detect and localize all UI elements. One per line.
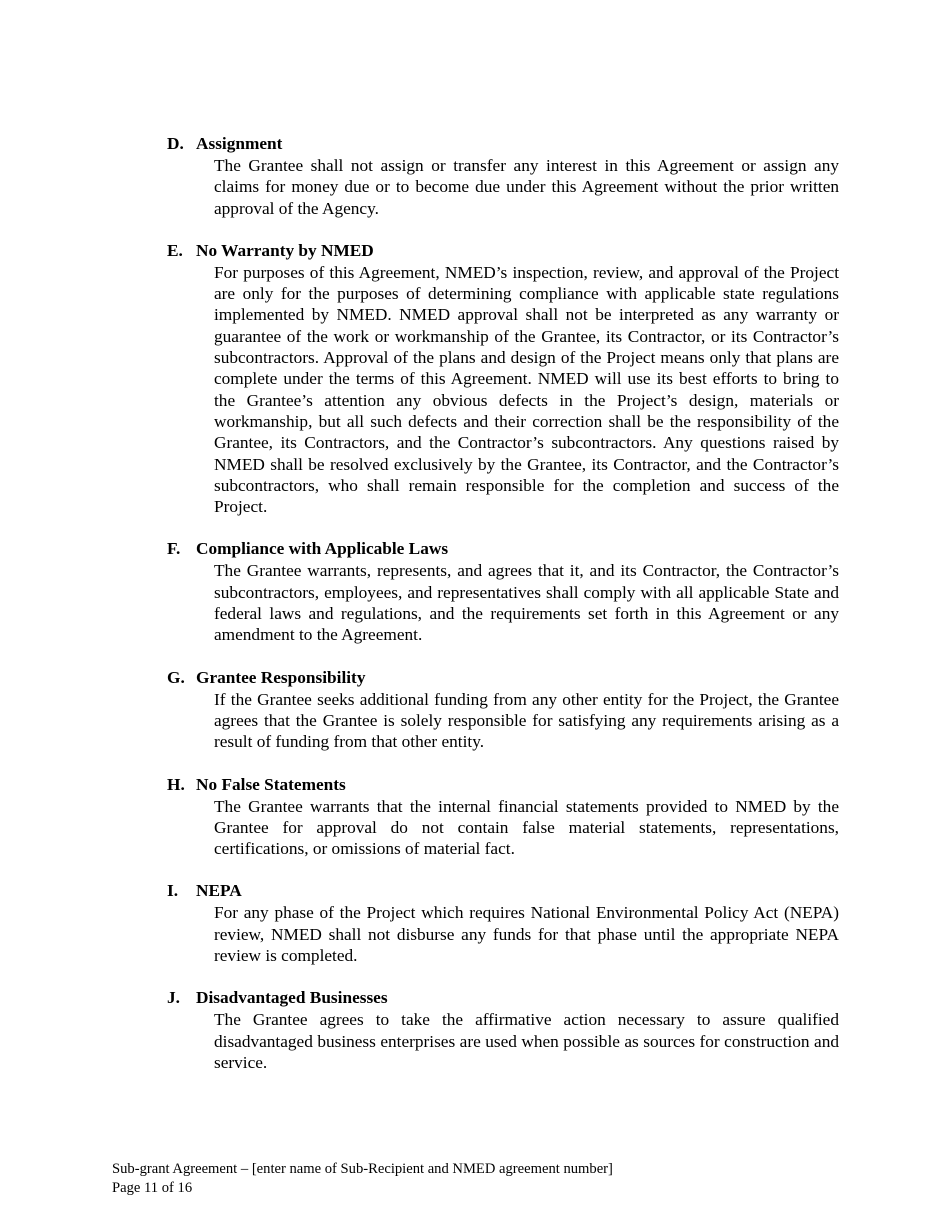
section-body: The Grantee warrants that the internal financial statements provided to NMED by the Grantee for approval do not contain false material statements, representations, certifications, or omissions of material fact.	[214, 796, 839, 859]
section-letter: J.	[167, 988, 180, 1008]
section-compliance	[167, 538, 839, 645]
section-body: The Grantee warrants, represents, and agrees that it, and its Contractor, the Contractor’s subcontractors, employees, and representatives shall comply with all applicable State and federal laws and regulations, and the requirements set forth in this Agreement or any amendment to the Agreement.	[214, 561, 839, 645]
section-letter: I.	[167, 881, 179, 901]
section-heading	[167, 240, 839, 262]
section-letter: D.	[167, 134, 184, 153]
page-footer	[112, 1160, 613, 1198]
section-disadvantaged-businesses	[167, 987, 839, 1073]
section-body: The Grantee shall not assign or transfer any interest in this Agreement or assign any claims for money due or to become due under this Agreement without the prior written approval of the Agency.	[214, 156, 839, 218]
section-letter: H.	[167, 774, 185, 794]
section-letter: G.	[167, 667, 185, 687]
section-no-warranty	[167, 240, 839, 518]
section-heading	[167, 987, 839, 1009]
document-body	[167, 133, 839, 1094]
section-title: Disadvantaged Businesses	[196, 988, 388, 1008]
section-heading	[167, 133, 839, 155]
section-heading	[167, 667, 839, 689]
section-title: Assignment	[196, 134, 283, 153]
section-body: If the Grantee seeks additional funding from any other entity for the Project, the Grantee agrees that the Grantee is solely responsible for satisfying any requirements arising as a result of funding from that other entity.	[214, 689, 839, 752]
section-heading	[167, 880, 839, 902]
footer-agreement-line: Sub-grant Agreement – [enter name of Sub-Recipient and NMED agreement number]	[112, 1161, 613, 1177]
section-title: No Warranty by NMED	[196, 240, 374, 260]
section-heading	[167, 538, 839, 560]
section-no-false-statements	[167, 774, 839, 860]
section-nepa	[167, 880, 839, 966]
footer-page-number: Page 11 of 16	[112, 1180, 193, 1196]
section-title: NEPA	[196, 881, 242, 901]
section-title: Compliance with Applicable Laws	[196, 539, 449, 559]
section-body: For purposes of this Agreement, NMED’s inspection, review, and approval of the Project are only for the purposes of determining compliance with applicable state regulations implemented by NMED. NMED approval shall not be interpreted as any warranty or guarantee of the work or workmanship of the Grantee, its Contractor, or its Contractor’s subcontractors. Approval of the plans and design of the Project means only that plans are complete under the terms of this Agreement. NMED will use its best efforts to bring to the Grantee’s attention any obvious defects in the Project’s design, materials or workmanship, but all such defects and their correction shall be the responsibility of the Grantee, its Contractors, and the Contractor’s subcontractors. Any questions raised by NMED shall be resolved exclusively by the Grantee, its Contractor, and the Contractor’s subcontractors, who shall remain responsible for the completion and success of the Project.	[214, 262, 839, 517]
section-body: For any phase of the Project which requires National Environmental Policy Act (NEPA) review, NMED shall not disburse any funds for that phase until the appropriate NEPA review is completed.	[214, 903, 839, 966]
section-body: The Grantee agrees to take the affirmative action necessary to assure qualified disadvantaged business enterprises are used when possible as sources for construction and service.	[214, 1010, 839, 1072]
section-title: Grantee Responsibility	[196, 667, 366, 687]
section-letter: E.	[167, 240, 183, 260]
section-letter: F.	[167, 539, 181, 559]
section-title: No False Statements	[196, 774, 346, 794]
section-assignment	[167, 133, 839, 219]
section-heading	[167, 774, 839, 796]
section-grantee-responsibility	[167, 667, 839, 753]
